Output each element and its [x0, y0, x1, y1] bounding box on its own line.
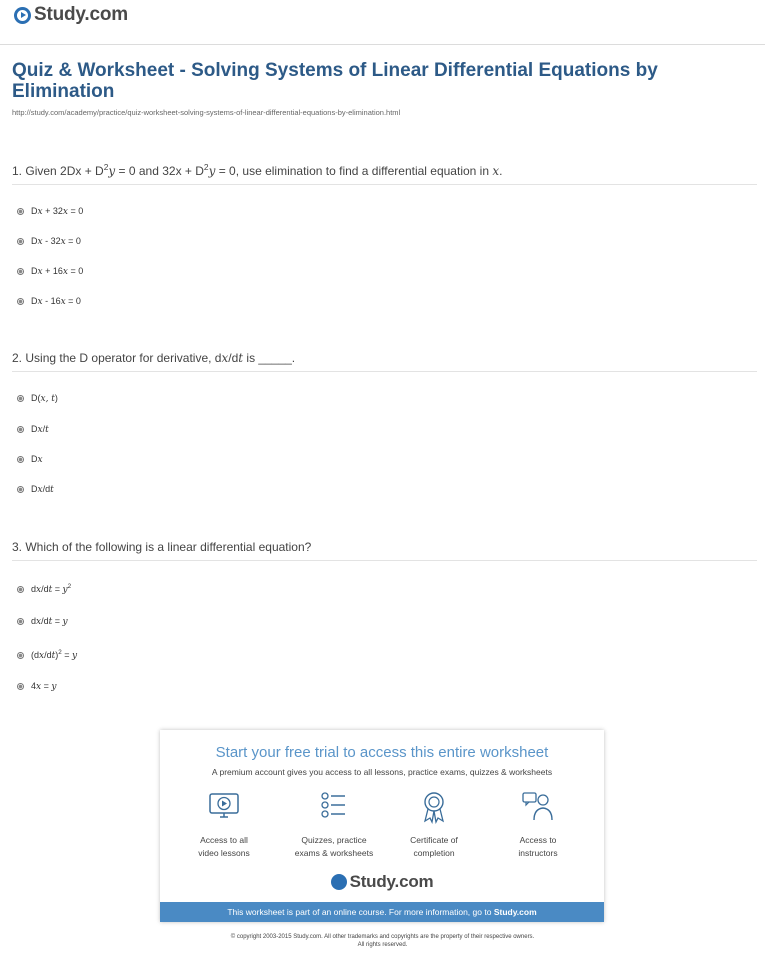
question-number: 1.	[12, 164, 23, 178]
radio-button[interactable]	[17, 298, 24, 305]
feature-label: Quizzes, practice exams & worksheets	[294, 835, 374, 858]
premium-promo	[160, 730, 604, 922]
option-label: Dx + 32x = 0	[31, 206, 84, 217]
q3-option-c[interactable]	[17, 650, 77, 661]
radio-button[interactable]	[17, 238, 24, 245]
header-divider	[0, 44, 765, 45]
feature-quizzes	[284, 790, 384, 860]
question-divider	[12, 184, 757, 185]
study-logo[interactable]	[14, 4, 128, 26]
radio-button[interactable]	[17, 683, 24, 690]
video-lesson-icon	[206, 790, 242, 824]
radio-button[interactable]	[17, 652, 24, 659]
play-circle-icon	[331, 874, 347, 890]
question-text: Which of the following is a linear differential equation?	[25, 540, 312, 554]
option-label: $dx/dt = y^2$	[31, 583, 72, 595]
option-label: Dx	[31, 454, 43, 465]
brand-name: Study.com	[34, 4, 128, 25]
question-number: 2.	[12, 351, 23, 365]
option-label: Dx - 16x = 0	[31, 296, 81, 307]
option-label: $(dx/dt)^2 = y$	[31, 649, 78, 661]
q2-option-a[interactable]	[17, 393, 58, 404]
q2-option-b[interactable]	[17, 424, 49, 435]
brand-name: Study.com	[349, 872, 434, 891]
feature-label: Access to all video lessons	[198, 835, 250, 858]
radio-button[interactable]	[17, 618, 24, 625]
feature-label: Access to instructors	[518, 835, 558, 858]
question-text: Using the D operator for derivative, dx/dt is _____.	[25, 351, 296, 365]
option-label: Dx/dt	[31, 484, 54, 495]
instructor-icon	[520, 790, 556, 824]
question-divider	[12, 560, 757, 561]
question-3	[12, 540, 311, 554]
radio-button[interactable]	[17, 456, 24, 463]
promo-footer: This worksheet is part of an online course. For more information, go to Study.com	[160, 902, 604, 922]
promo-logo[interactable]	[160, 872, 604, 892]
feature-video-lessons	[174, 790, 274, 860]
q2-option-c[interactable]	[17, 454, 43, 465]
page-title: Quiz & Worksheet - Solving Systems of Linear Differential Equations by Elimination	[12, 60, 658, 102]
feature-instructors	[488, 790, 588, 860]
copyright: © copyright 2003-2015 Study.com. All other trademarks and copyrights are the property of their respective owners. All rights reserved.	[230, 934, 535, 948]
q3-option-d[interactable]	[17, 681, 56, 692]
option-label: dx/dt = y	[31, 616, 68, 627]
q1-option-b[interactable]	[17, 236, 81, 247]
question-number: 3.	[12, 540, 23, 554]
option-label: Dx + 16x = 0	[31, 266, 84, 277]
feature-certificate	[384, 790, 484, 860]
option-label: Dx/t	[31, 424, 49, 435]
study-link[interactable]: Study.com	[493, 907, 537, 917]
question-2	[12, 351, 295, 365]
promo-headline[interactable]: Start your free trial to access this entire worksheet	[215, 744, 549, 761]
q1-option-a[interactable]	[17, 206, 83, 217]
question-1	[12, 164, 502, 178]
radio-button[interactable]	[17, 208, 24, 215]
promo-subtitle: A premium account gives you access to all lessons, practice exams, quizzes & worksheets	[211, 767, 553, 777]
q3-option-a[interactable]	[17, 584, 71, 595]
question-text: Given $2Dx + D^2y = 0$ and $32x + D^2y = 0$, use elimination to find a differential equation in x.	[25, 162, 503, 178]
q3-option-b[interactable]	[17, 616, 68, 627]
radio-button[interactable]	[17, 268, 24, 275]
quiz-list-icon	[316, 790, 352, 824]
q1-option-d[interactable]	[17, 296, 81, 307]
q2-option-d[interactable]	[17, 484, 54, 495]
radio-button[interactable]	[17, 486, 24, 493]
q1-option-c[interactable]	[17, 266, 83, 277]
feature-label: Certificate of completion	[410, 835, 458, 858]
option-label: D(x, t)	[31, 393, 58, 404]
radio-button[interactable]	[17, 395, 24, 402]
page-url: http://study.com/academy/practice/quiz-worksheet-solving-systems-of-linear-differential-equations-by-elimination.html	[12, 108, 401, 117]
option-label: 4x = y	[31, 681, 57, 692]
play-circle-icon	[14, 7, 31, 24]
certificate-icon	[416, 790, 452, 824]
question-divider	[12, 371, 757, 372]
option-label: Dx - 32x = 0	[31, 236, 81, 247]
radio-button[interactable]	[17, 586, 24, 593]
radio-button[interactable]	[17, 426, 24, 433]
